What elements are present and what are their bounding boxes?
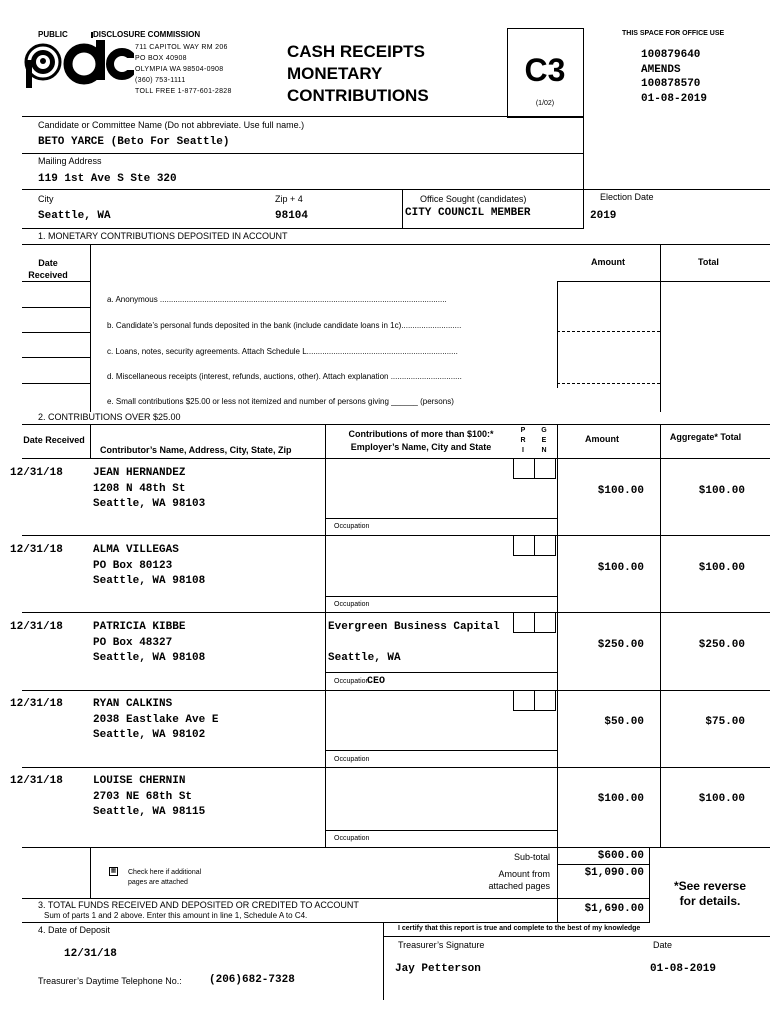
row-date: 12/31/18 xyxy=(10,698,63,710)
general-label: G E N xyxy=(541,427,547,454)
phone-label: Treasurer’s Daytime Telephone No.: xyxy=(38,976,182,986)
line-1e: e. Small contributions $25.00 or less not itemized and number of persons giving ______ (persons) xyxy=(107,397,454,406)
occupation-label: Occupation xyxy=(334,523,370,530)
title-line: CONTRIBUTIONS xyxy=(287,86,429,105)
row-aggregate: $250.00 xyxy=(698,639,745,651)
candidate-name: BETO YARCE (Beto For Seattle) xyxy=(38,136,230,148)
address-line: PO BOX 40908 xyxy=(135,55,187,62)
section2-amount-label: Amount xyxy=(585,434,619,444)
agency-name: DISCLOSURE COMMISSION xyxy=(93,30,201,39)
amends-label: AMENDS xyxy=(641,63,681,76)
contributor-address: PO Box 48327 xyxy=(93,636,173,649)
contributor-address: 2038 Eastlake Ave E xyxy=(93,713,219,726)
additional-pages-line: pages are attached xyxy=(128,879,188,886)
form-code: C3 xyxy=(524,52,566,88)
contributor-address: 1208 N 48th St xyxy=(93,482,186,495)
row-contributor xyxy=(93,466,205,513)
occupation-value: CEO xyxy=(367,676,386,687)
section1-title: 1. MONETARY CONTRIBUTIONS DEPOSITED IN ACCOUNT xyxy=(38,231,288,241)
employer-label-2: Employer’s Name, City and State xyxy=(350,442,492,452)
row-amount: $50.00 xyxy=(604,716,644,728)
primary-checkbox[interactable] xyxy=(513,690,535,711)
address-line: TOLL FREE 1-877-601-2828 xyxy=(135,88,232,95)
mailing-address-label: Mailing Address xyxy=(38,156,102,166)
contributor-city: Seattle, WA 98108 xyxy=(93,575,206,587)
contributor-address: PO Box 80123 xyxy=(93,559,173,572)
occupation-label: Occupation xyxy=(334,756,370,763)
contributor-city: Seattle, WA 98108 xyxy=(93,652,206,664)
subtotal-label: Sub-total xyxy=(513,852,550,862)
address-line: (360) 753-1111 xyxy=(135,77,186,84)
line-1a: a. Anonymous ................................................................................................................................. xyxy=(107,295,447,304)
additional-pages-checkbox[interactable]: ▦ xyxy=(110,868,117,874)
contributor-label: Contributor’s Name, Address, City, State, Zip xyxy=(100,445,292,455)
general-checkbox[interactable] xyxy=(534,612,556,633)
row-amount: $100.00 xyxy=(597,485,644,497)
attached-value: $1,090.00 xyxy=(584,867,644,879)
line-1d: d. Miscellaneous receipts (interest, refunds, auctions, other). Attach explanation ................................ xyxy=(107,372,462,381)
certification-text: I certify that this report is true and complete to the best of my knowledge xyxy=(398,925,641,932)
office-sought: CITY COUNCIL MEMBER xyxy=(405,207,531,219)
report-number: 100879640 xyxy=(641,49,701,61)
general-checkbox[interactable] xyxy=(534,458,556,479)
primary-checkbox[interactable] xyxy=(513,458,535,479)
form-version: (1/02) xyxy=(535,100,555,107)
election-date-label: Election Date xyxy=(600,192,654,202)
general-checkbox[interactable] xyxy=(534,535,556,556)
title-line: CASH RECEIPTS xyxy=(287,42,425,61)
row-contributor xyxy=(93,697,218,744)
occupation-label: Occupation xyxy=(334,601,370,608)
employer-city: Seattle, WA xyxy=(328,652,401,664)
additional-pages-line: Check here if additional xyxy=(128,869,202,876)
subtotal-value: $600.00 xyxy=(597,850,644,862)
candidate-name-label: Candidate or Committee Name (Do not abbreviate. Use full name.) xyxy=(38,120,305,130)
section1-date-label: Date Received xyxy=(28,258,68,280)
reverse-note-line: *See reverse xyxy=(673,879,747,893)
occupation-label: Occupation xyxy=(334,835,370,842)
attached-line: Amount from xyxy=(498,869,550,879)
primary-label: P R I xyxy=(520,427,526,454)
treasurer-signature: Jay Petterson xyxy=(395,963,481,975)
received-date: 01-08-2019 xyxy=(641,92,708,105)
row-aggregate: $75.00 xyxy=(705,716,745,728)
form-title xyxy=(287,41,429,107)
line-1c: c. Loans, notes, security agreements. Attach Schedule L.................................................................... xyxy=(107,347,458,356)
reverse-note-line: for details. xyxy=(679,894,741,908)
office-use-block xyxy=(641,48,707,106)
row-date: 12/31/18 xyxy=(10,467,63,479)
aggregate-label: Aggregate* Total xyxy=(669,432,742,442)
line-1b: b. Candidate’s personal funds deposited in the bank (include candidate loans in 1c)........................... xyxy=(107,321,462,330)
additional-pages-label xyxy=(128,868,201,888)
general-checkbox[interactable] xyxy=(534,690,556,711)
row-date: 12/31/18 xyxy=(10,775,63,787)
address-line: 711 CAPITOL WAY RM 206 xyxy=(135,44,228,51)
city-value: Seattle, WA xyxy=(38,210,111,222)
attached-pages-label xyxy=(440,868,550,892)
row-aggregate: $100.00 xyxy=(698,485,745,497)
section1-amount-label: Amount xyxy=(591,257,625,267)
pdc-logo xyxy=(22,40,134,88)
zip-label: Zip + 4 xyxy=(275,194,303,204)
contributor-name: ALMA VILLEGAS xyxy=(93,544,179,556)
election-date: 2019 xyxy=(590,210,617,222)
section4-title: 4. Date of Deposit xyxy=(38,925,111,935)
row-contributor xyxy=(93,774,205,821)
row-amount: $100.00 xyxy=(597,793,644,805)
row-contributor xyxy=(93,620,205,667)
contributor-city: Seattle, WA 98103 xyxy=(93,498,206,510)
amends-number: 100878570 xyxy=(641,78,701,90)
deposit-date: 12/31/18 xyxy=(64,948,117,960)
office-use-label: THIS SPACE FOR OFFICE USE xyxy=(622,30,725,37)
row-contributor xyxy=(93,543,205,590)
row-aggregate: $100.00 xyxy=(698,793,745,805)
zip-value: 98104 xyxy=(275,210,309,222)
row-amount: $100.00 xyxy=(597,562,644,574)
total-funds-value: $1,690.00 xyxy=(584,903,644,915)
section1-total-label: Total xyxy=(698,257,719,267)
row-amount: $250.00 xyxy=(597,639,644,651)
contributor-name: JEAN HERNANDEZ xyxy=(93,467,186,479)
agency-address xyxy=(135,42,232,97)
row-aggregate: $100.00 xyxy=(698,562,745,574)
signature-label: Treasurer’s Signature xyxy=(398,940,485,950)
section2-title: 2. CONTRIBUTIONS OVER $25.00 xyxy=(38,412,181,422)
section3-subtitle: Sum of parts 1 and 2 above. Enter this amount in line 1, Schedule A to C4. xyxy=(44,911,308,920)
reverse-note xyxy=(660,879,760,909)
section2-date-label: Date Received xyxy=(23,435,85,445)
occupation-label: Occupation xyxy=(334,678,370,685)
employer-name: Evergreen Business Capital xyxy=(328,621,500,633)
contributor-address: 2703 NE 68th St xyxy=(93,790,193,803)
contributor-name: LOUISE CHERNIN xyxy=(93,775,186,787)
address-line: OLYMPIA WA 98504-0908 xyxy=(135,66,224,73)
primary-checkbox[interactable] xyxy=(513,535,535,556)
city-label: City xyxy=(38,194,54,204)
contributor-name: RYAN CALKINS xyxy=(93,698,173,710)
signature-date-label: Date xyxy=(653,940,673,950)
title-line: MONETARY xyxy=(287,64,383,83)
contributor-city: Seattle, WA 98115 xyxy=(93,806,206,818)
primary-checkbox[interactable] xyxy=(513,612,535,633)
row-date: 12/31/18 xyxy=(10,621,63,633)
section3-title: 3. TOTAL FUNDS RECEIVED AND DEPOSITED OR CREDITED TO ACCOUNT xyxy=(38,900,359,910)
phone-value: (206)682-7328 xyxy=(209,974,295,986)
contributor-city: Seattle, WA 98102 xyxy=(93,729,206,741)
contributor-name: PATRICIA KIBBE xyxy=(93,621,186,633)
agency-public: PUBLIC xyxy=(38,30,68,39)
mailing-address: 119 1st Ave S Ste 320 xyxy=(38,173,177,185)
employer-label-1: Contributions of more than $100:* xyxy=(348,429,494,439)
row-date: 12/31/18 xyxy=(10,544,63,556)
signature-date: 01-08-2019 xyxy=(650,963,717,975)
office-sought-label: Office Sought (candidates) xyxy=(420,194,527,204)
attached-line: attached pages xyxy=(488,881,550,891)
